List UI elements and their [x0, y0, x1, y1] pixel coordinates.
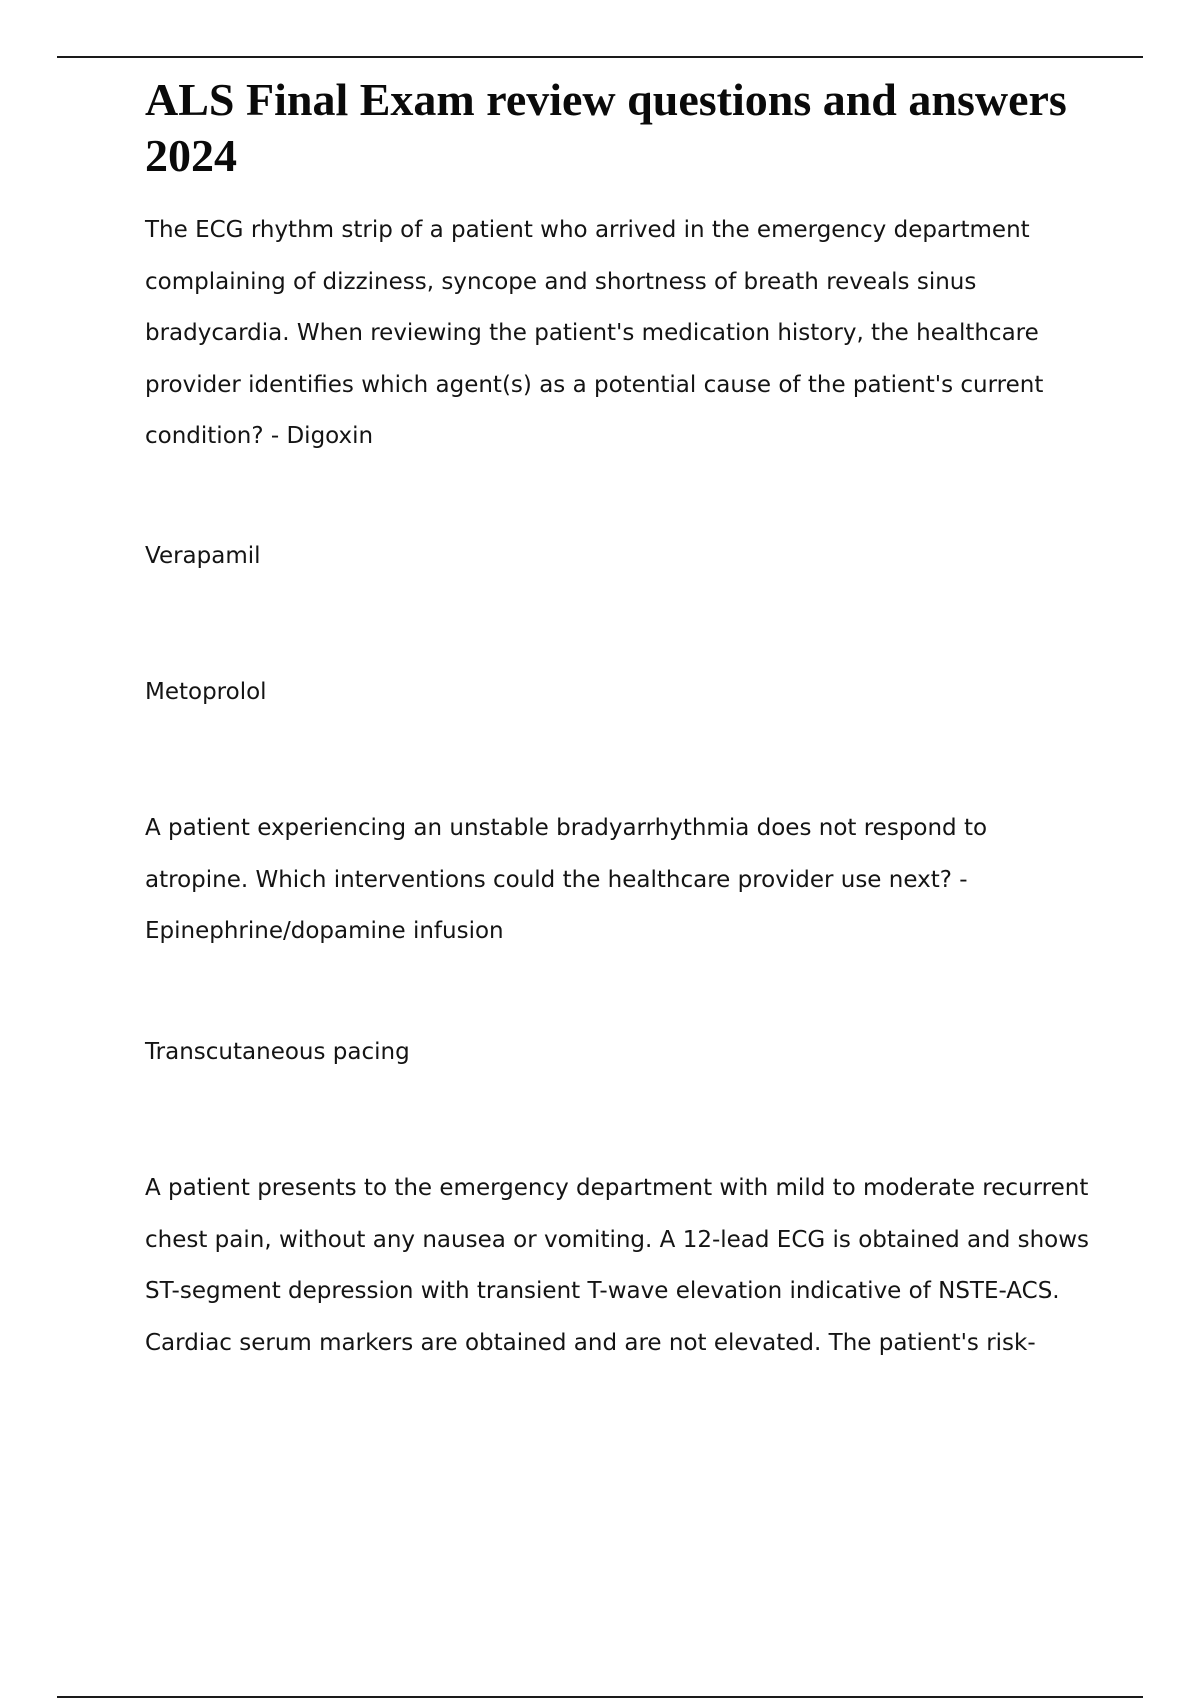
- bottom-rule: [57, 1696, 1143, 1698]
- answer-paragraph: Metoprolol: [145, 679, 267, 705]
- question-paragraph: A patient experiencing an unstable bradyarrhythmia does not respond to atropine. Which interventions could the healthcare provider use next? - Epinephrine/dopamine infusion: [145, 815, 988, 944]
- document-page: [145, 72, 1095, 1356]
- top-rule: [57, 56, 1143, 58]
- question-paragraph: The ECG rhythm strip of a patient who arrived in the emergency department complaining of dizziness, syncope and shortness of breath reveals sinus bradycardia. When reviewing the patient's medication history, the healthcare provider identifies which agent(s) as a potential cause of the patient's current condition? - Digoxin: [145, 217, 1044, 449]
- answer-paragraph: Transcutaneous pacing: [145, 1039, 410, 1065]
- question-paragraph: A patient presents to the emergency department with mild to moderate recurrent chest pain, without any nausea or vomiting. A 12-lead ECG is obtained and shows ST-segment depression with transient T-wave elevation indicative of NSTE-ACS. Cardiac serum markers are obtained and are not elevated. The patient's risk-: [145, 1175, 1090, 1356]
- answer-paragraph: Verapamil: [145, 543, 261, 569]
- document-title: ALS Final Exam review questions and answers 2024: [145, 74, 1067, 181]
